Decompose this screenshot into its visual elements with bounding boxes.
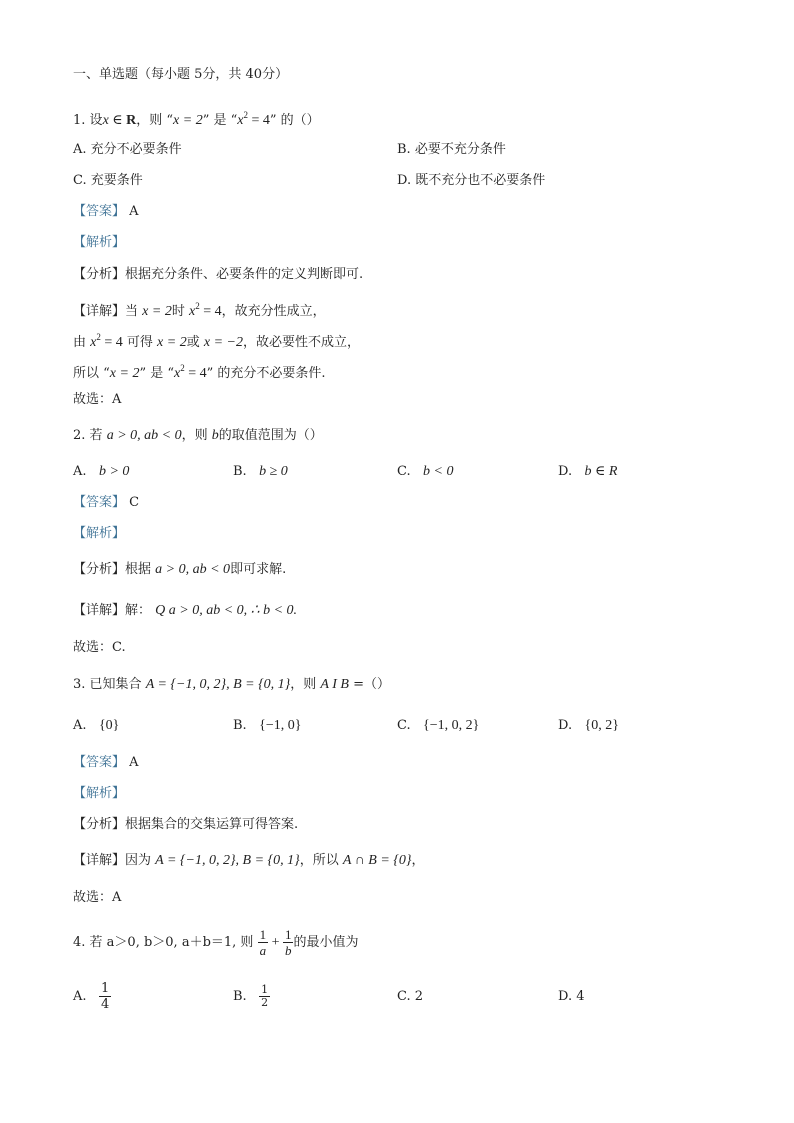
answer-value: C bbox=[129, 495, 140, 510]
option-b: B. b ≥ 0 bbox=[233, 464, 288, 479]
fraction: $\frac{1}{2}$ bbox=[261, 983, 269, 1009]
option-c: C. 充要条件 bbox=[73, 173, 143, 188]
question-3-stem: 3. 已知集合 A = {−1, 0, 2}, B = {0, 1}，则 A I B =（） bbox=[73, 677, 390, 692]
option-d: D. {0, 2} bbox=[558, 718, 619, 733]
math-expression: $x^2 = 4$ bbox=[237, 110, 270, 128]
choose-line: 故选：C. bbox=[73, 640, 126, 655]
option-b: B. $\frac{1}{2}$ bbox=[233, 983, 269, 1009]
fraction: $\frac{1}{b}$ bbox=[284, 927, 292, 958]
stem-text: ” 是 “ bbox=[202, 113, 238, 128]
fraction: $\frac{1}{4}$ bbox=[100, 981, 110, 1012]
analysis-label: 【解析】 bbox=[73, 235, 126, 250]
answer-line bbox=[73, 203, 139, 221]
analysis-label: 【解析】 bbox=[73, 786, 126, 801]
choose-line: 故选：A bbox=[73, 392, 122, 407]
option-b: B. {−1, 0} bbox=[233, 718, 302, 733]
fenxi-line bbox=[73, 266, 363, 284]
answer-label: 【答案】 bbox=[73, 204, 126, 219]
section-heading: 一、单选题（每小题 5分，共 40分） bbox=[73, 67, 289, 82]
option-b: B. 必要不充分条件 bbox=[397, 142, 506, 157]
fenxi-text: 根据充分条件、必要条件的定义判断即可. bbox=[125, 267, 364, 282]
answer-label: 【答案】 bbox=[73, 495, 126, 510]
question-2-stem: 2. 若 a > 0, ab < 0，则 b的取值范围为（） bbox=[73, 428, 323, 443]
detail-line-3: 所以 “x = 2” 是 “$x^2 = 4$” 的充分不必要条件. bbox=[73, 363, 326, 381]
question-number: 1. bbox=[73, 113, 86, 128]
question-1-stem bbox=[73, 106, 320, 130]
option-d: D. 4 bbox=[558, 989, 585, 1004]
option-a: A. 充分不必要条件 bbox=[73, 142, 182, 157]
option-d: D. 既不充分也不必要条件 bbox=[397, 173, 546, 188]
fenxi-label: 【分析】 bbox=[73, 267, 126, 282]
math-expression: x = 2 bbox=[173, 113, 203, 128]
analysis-label: 【解析】 bbox=[73, 526, 126, 541]
question-number: 3. bbox=[73, 677, 86, 692]
detail-label: 【详解】 bbox=[73, 304, 126, 319]
option-c: C. {−1, 0, 2} bbox=[397, 718, 480, 733]
answer-line bbox=[73, 494, 139, 512]
detail-line-1: 【详解】解： Q a > 0, ab < 0, ∴ b < 0. bbox=[73, 603, 298, 618]
detail-line-2: 由 $x^2 = 4$ 可得 x = 2或 x = −2，故必要性不成立， bbox=[73, 332, 360, 350]
option-c: C. 2 bbox=[397, 989, 424, 1004]
question-number: 2. bbox=[73, 428, 86, 443]
fraction: $\frac{1}{a}$ bbox=[259, 927, 267, 958]
stem-text: ，则 “ bbox=[136, 113, 174, 128]
question-4-stem: 4. 若 a＞0, b＞0, a＋b＝1, 则 $\frac{1}{a}$ + $\frac{1}{b}$ 的最小值为 bbox=[73, 927, 359, 958]
question-number: 4. bbox=[73, 935, 86, 950]
option-d: D. b ∈ R bbox=[558, 464, 618, 479]
answer-value: A bbox=[129, 204, 139, 219]
detail-line-1: 【详解】当 x = 2时 $x^2 = 4$，故充分性成立， bbox=[73, 301, 326, 319]
option-a: A. b > 0 bbox=[73, 464, 130, 479]
detail-line-1: 【详解】因为 A = {−1, 0, 2}, B = {0, 1}，所以 A ∩ B = {0}， bbox=[73, 853, 425, 868]
answer-line bbox=[73, 754, 139, 772]
option-a: A. {0} bbox=[73, 718, 120, 733]
answer-value: A bbox=[129, 755, 139, 770]
stem-text: ” 的（） bbox=[269, 113, 320, 128]
answer-label: 【答案】 bbox=[73, 755, 126, 770]
option-a: A. $\frac{1}{4}$ bbox=[73, 981, 110, 1012]
stem-text: 设 bbox=[89, 113, 103, 128]
fenxi-line: 【分析】根据 a > 0, ab < 0即可求解. bbox=[73, 562, 287, 577]
fenxi-line: 【分析】根据集合的交集运算可得答案. bbox=[73, 817, 299, 832]
math-expression: x ∈ R bbox=[102, 113, 137, 128]
option-c: C. b < 0 bbox=[397, 464, 454, 479]
choose-line: 故选：A bbox=[73, 890, 122, 905]
